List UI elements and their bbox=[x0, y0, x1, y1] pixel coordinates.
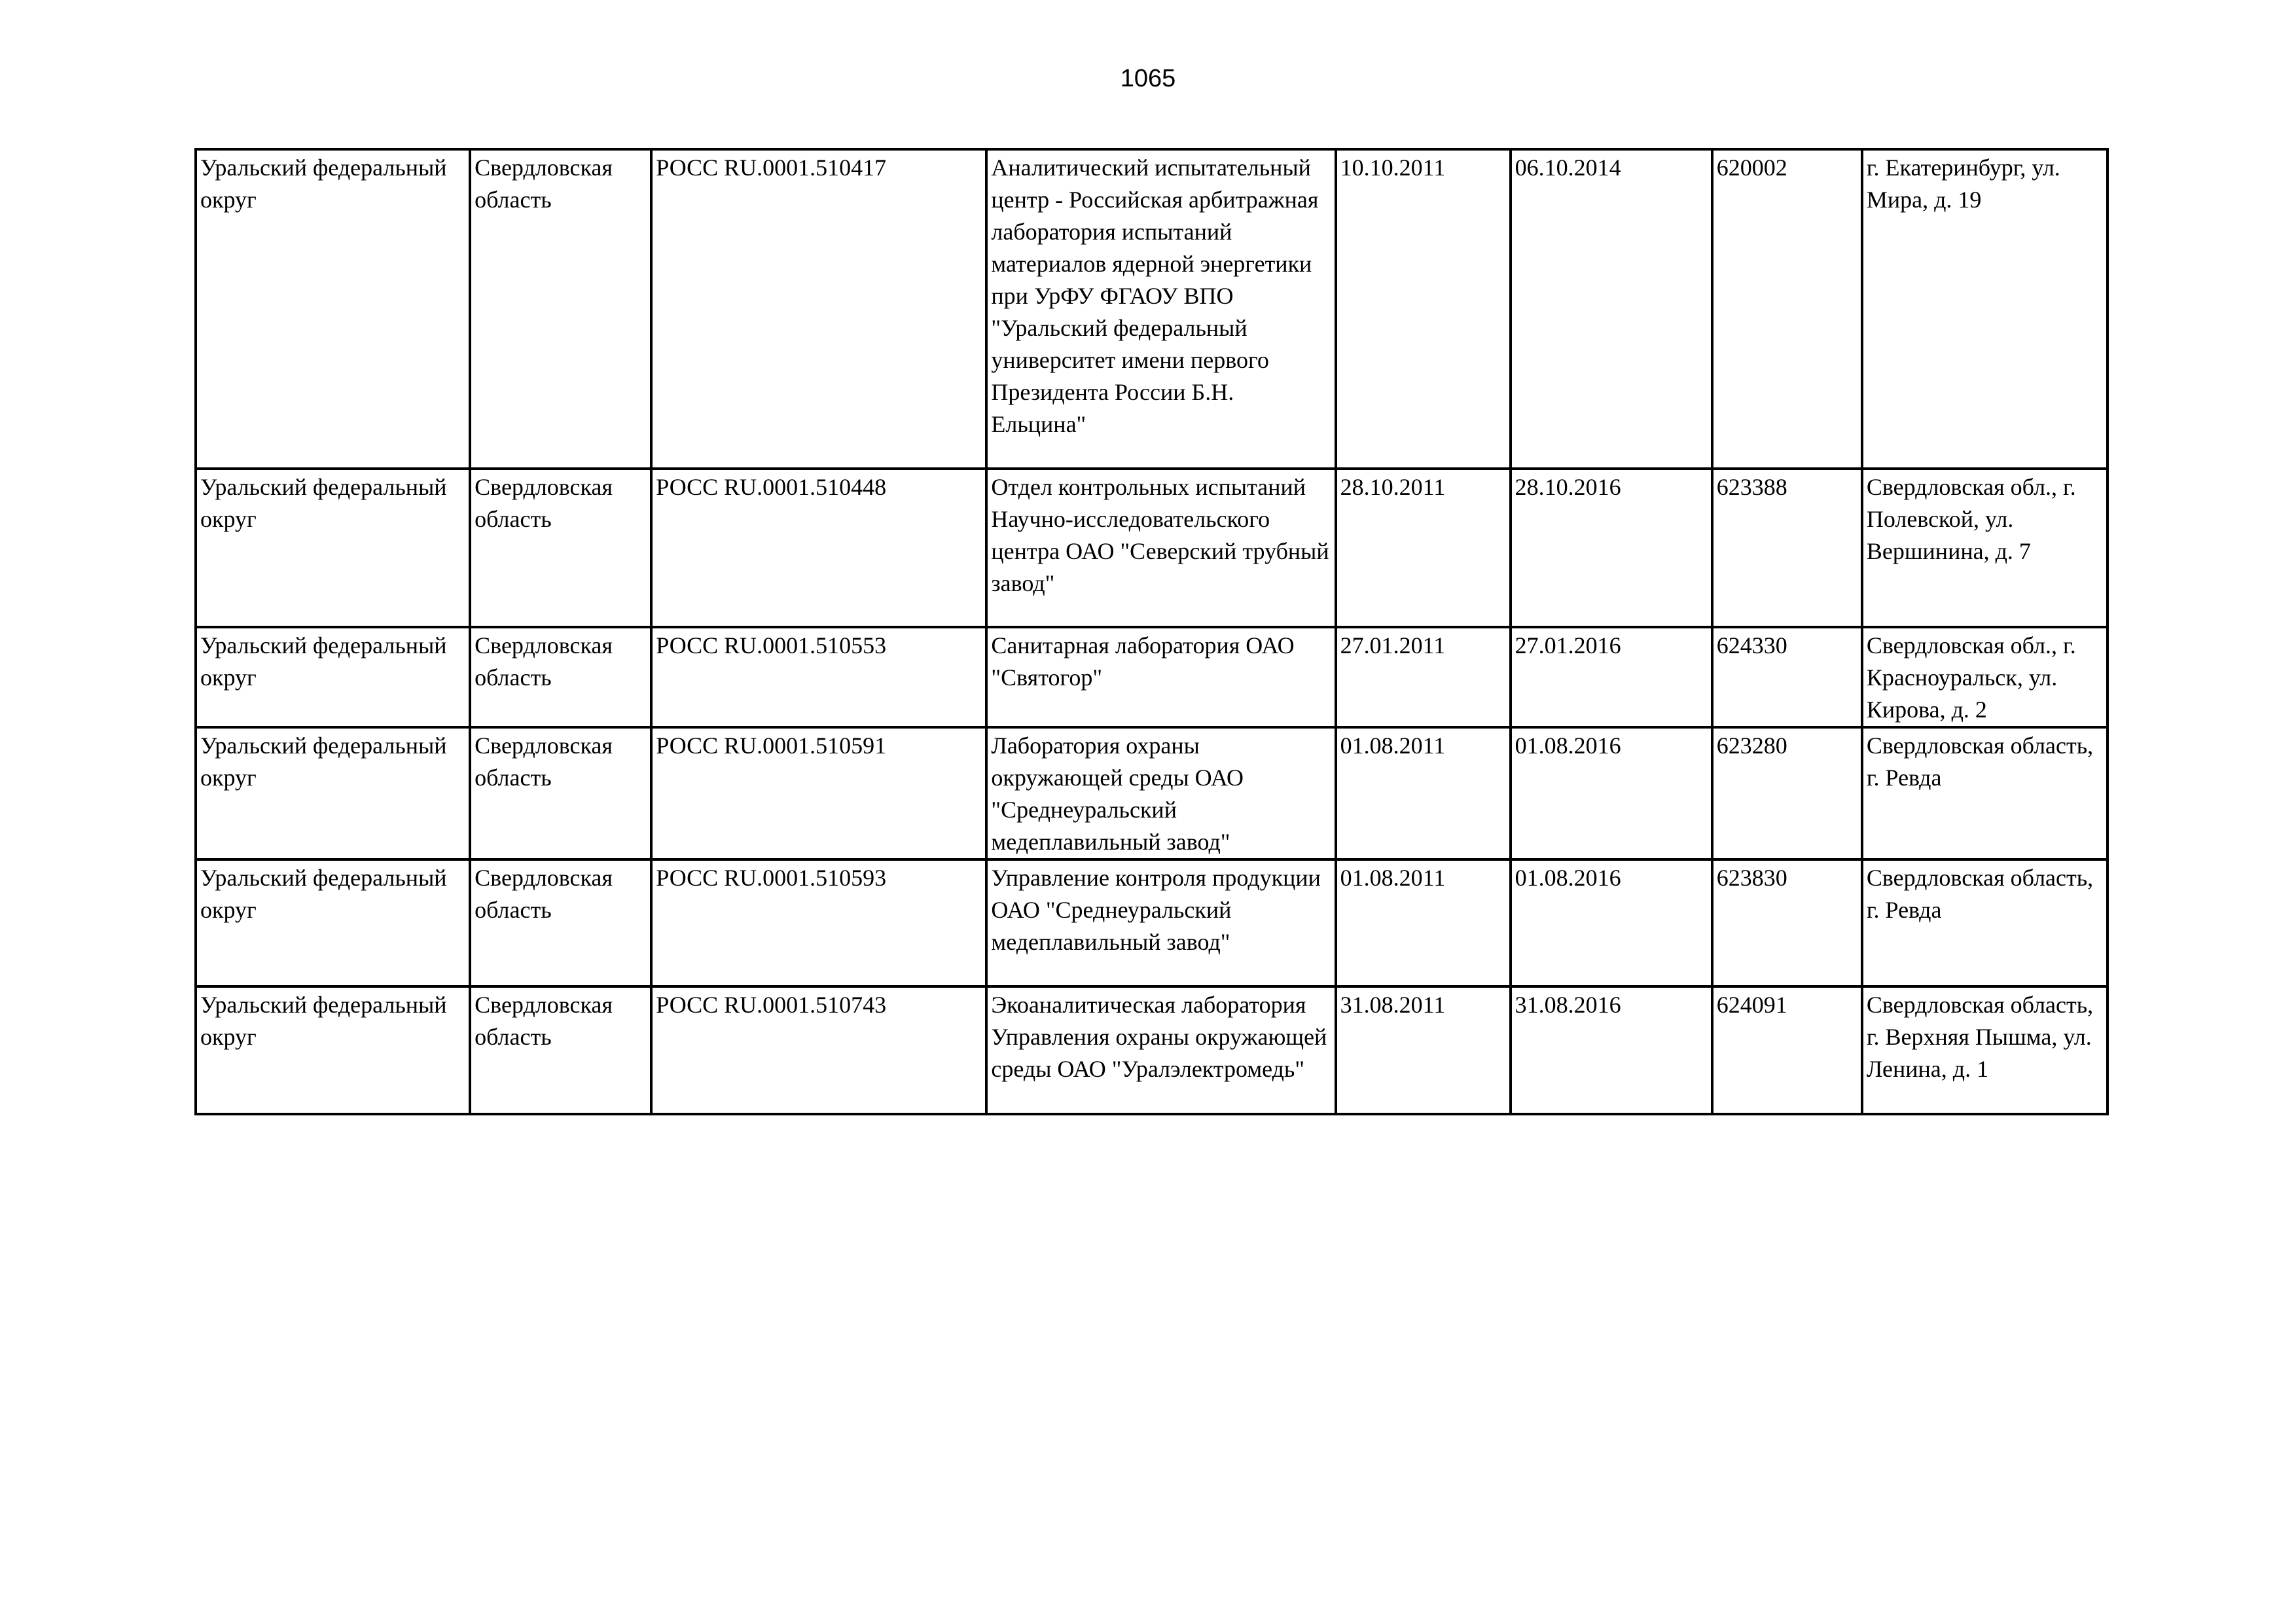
issue-date-cell: 01.08.2011 bbox=[1336, 727, 1511, 859]
district-cell: Уральский федеральный округ bbox=[196, 149, 470, 469]
postal-index-cell: 623280 bbox=[1712, 727, 1862, 859]
table-row bbox=[196, 859, 2108, 986]
certificate-number-cell: РОСС RU.0001.510448 bbox=[651, 469, 986, 627]
laboratory-name-cell: Лаборатория охраны окружающей среды ОАО "Среднеуральский медеплавильный завод" bbox=[986, 727, 1335, 859]
address-cell: Свердловская обл., г. Полевской, ул. Вершинина, д. 7 bbox=[1862, 469, 2108, 627]
issue-date-cell: 10.10.2011 bbox=[1336, 149, 1511, 469]
expiry-date-cell: 27.01.2016 bbox=[1511, 627, 1712, 727]
table-row bbox=[196, 727, 2108, 859]
issue-date-cell: 31.08.2011 bbox=[1336, 986, 1511, 1114]
postal-index-cell: 624330 bbox=[1712, 627, 1862, 727]
district-cell: Уральский федеральный округ bbox=[196, 986, 470, 1114]
postal-index-cell: 620002 bbox=[1712, 149, 1862, 469]
postal-index-cell: 624091 bbox=[1712, 986, 1862, 1114]
issue-date-cell: 01.08.2011 bbox=[1336, 859, 1511, 986]
district-cell: Уральский федеральный округ bbox=[196, 859, 470, 986]
table-row bbox=[196, 469, 2108, 627]
district-cell: Уральский федеральный округ bbox=[196, 469, 470, 627]
address-cell: г. Екатеринбург, ул. Мира, д. 19 bbox=[1862, 149, 2108, 469]
region-cell: Свердловская область bbox=[470, 727, 651, 859]
laboratory-name-cell: Отдел контрольных испытаний Научно-исследовательского центра ОАО "Северский трубный завод" bbox=[986, 469, 1335, 627]
laboratory-name-cell: Санитарная лаборатория ОАО "Святогор" bbox=[986, 627, 1335, 727]
expiry-date-cell: 31.08.2016 bbox=[1511, 986, 1712, 1114]
page-number: 1065 bbox=[1120, 65, 1176, 92]
region-cell: Свердловская область bbox=[470, 859, 651, 986]
certificate-number-cell: РОСС RU.0001.510743 bbox=[651, 986, 986, 1114]
issue-date-cell: 28.10.2011 bbox=[1336, 469, 1511, 627]
laboratory-name-cell: Аналитический испытательный центр - Российская арбитражная лаборатория испытаний материалов ядерной энергетики при УрФУ ФГАОУ ВПО "Уральский федеральный университет имени первого Президента России Б.Н. Ельцина" bbox=[986, 149, 1335, 469]
table-row bbox=[196, 986, 2108, 1114]
certificate-number-cell: РОСС RU.0001.510591 bbox=[651, 727, 986, 859]
postal-index-cell: 623830 bbox=[1712, 859, 1862, 986]
region-cell: Свердловская область bbox=[470, 149, 651, 469]
postal-index-cell: 623388 bbox=[1712, 469, 1862, 627]
certificate-number-cell: РОСС RU.0001.510417 bbox=[651, 149, 986, 469]
laboratory-name-cell: Экоаналитическая лаборатория Управления охраны окружающей среды ОАО "Уралэлектромедь" bbox=[986, 986, 1335, 1114]
issue-date-cell: 27.01.2011 bbox=[1336, 627, 1511, 727]
certificate-number-cell: РОСС RU.0001.510593 bbox=[651, 859, 986, 986]
address-cell: Свердловская область, г. Ревда bbox=[1862, 859, 2108, 986]
address-cell: Свердловская область, г. Ревда bbox=[1862, 727, 2108, 859]
accreditation-registry-table bbox=[194, 148, 2109, 1115]
expiry-date-cell: 06.10.2014 bbox=[1511, 149, 1712, 469]
address-cell: Свердловская обл., г. Красноуральск, ул. Кирова, д. 2 bbox=[1862, 627, 2108, 727]
expiry-date-cell: 28.10.2016 bbox=[1511, 469, 1712, 627]
expiry-date-cell: 01.08.2016 bbox=[1511, 859, 1712, 986]
region-cell: Свердловская область bbox=[470, 986, 651, 1114]
district-cell: Уральский федеральный округ bbox=[196, 627, 470, 727]
expiry-date-cell: 01.08.2016 bbox=[1511, 727, 1712, 859]
table-row bbox=[196, 627, 2108, 727]
address-cell: Свердловская область, г. Верхняя Пышма, ул. Ленина, д. 1 bbox=[1862, 986, 2108, 1114]
laboratory-name-cell: Управление контроля продукции ОАО "Среднеуральский медеплавильный завод" bbox=[986, 859, 1335, 986]
region-cell: Свердловская область bbox=[470, 627, 651, 727]
district-cell: Уральский федеральный округ bbox=[196, 727, 470, 859]
region-cell: Свердловская область bbox=[470, 469, 651, 627]
table-row bbox=[196, 149, 2108, 469]
certificate-number-cell: РОСС RU.0001.510553 bbox=[651, 627, 986, 727]
